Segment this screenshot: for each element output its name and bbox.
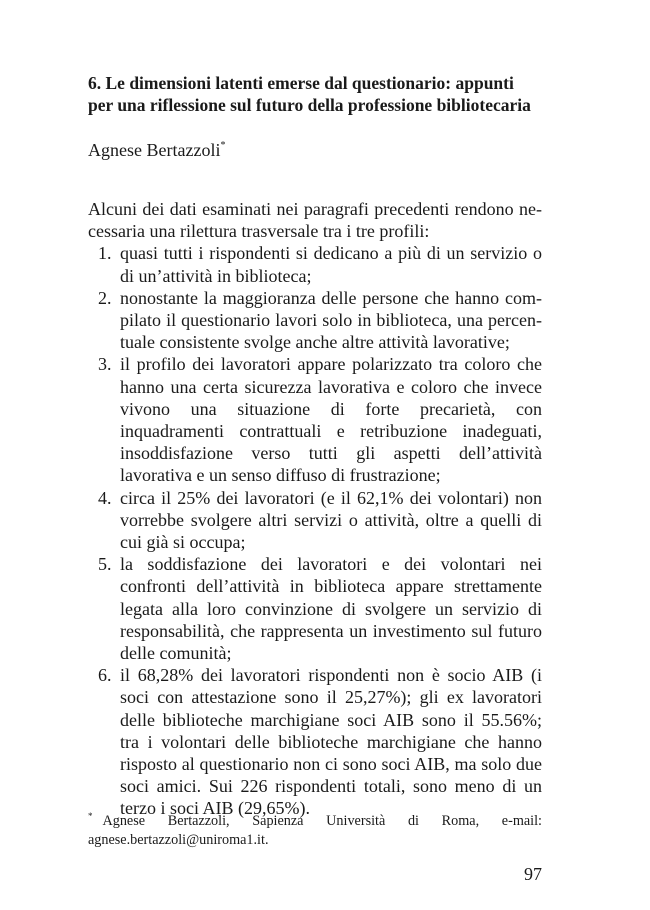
author-name: Agnese Bertazzoli: [88, 140, 221, 160]
list-item-text: nonostante la maggioranza delle persone che hanno compilato il questionario lavori solo in biblioteca, una percentuale consistente svolge anche altre attività lavorative;: [120, 287, 542, 353]
list-item: [88, 242, 542, 286]
author-footnote-marker: *: [220, 140, 226, 151]
list-item-number: 6.: [98, 665, 112, 686]
list-item: [88, 553, 542, 664]
list-item-number: 4.: [98, 487, 112, 508]
list-item-text: circa il 25% dei lavoratori (e il 62,1% dei volontari) non vorrebbe svolgere altri servizi o attività, oltre a quelli di cui già si occupa;: [120, 487, 542, 553]
page-number: 97: [524, 864, 542, 884]
list-item-number: 2.: [98, 287, 112, 308]
list-item: [88, 287, 542, 354]
list-item-text: quasi tutti i rispondenti si dedicano a più di un servizio o di un’attività in biblioteca;: [120, 243, 542, 286]
list-item: [88, 353, 542, 486]
footnote-email: agnese.bertazzoli@uniroma1.it.: [88, 832, 269, 848]
list-item-text: la soddisfazione dei lavoratori e dei volontari nei confronti dell’attività in biblioteca appare strettamente legata alla loro convinzione di svolgere un servizio di responsabilità, che rappresenta un investimento sul futuro delle comunità;: [120, 554, 542, 664]
footnote: [88, 812, 542, 850]
page-body: [88, 72, 542, 820]
author-line: [88, 139, 542, 161]
findings-list: [88, 242, 542, 819]
intro-paragraph: Alcuni dei dati esaminati nei paragrafi precedenti rendono necessaria una rilettura trasversale tra i tre profili:: [88, 199, 542, 242]
list-item-number: 3.: [98, 354, 112, 375]
list-item: [88, 487, 542, 554]
chapter-title: 6. Le dimensioni latenti emerse dal questionario: appunti per una riflessione sul futuro della professione bibliotecaria: [88, 73, 531, 115]
list-item-number: 1.: [98, 243, 112, 264]
footnote-marker: *: [88, 811, 93, 821]
list-item: [88, 664, 542, 819]
list-item-text: il profilo dei lavoratori appare polarizzato tra coloro che hanno una certa sicurezza lavorativa e coloro che invece vivono una situazione di forte precarietà, con inquadramenti contrattuali e retribuzione inadeguati, insoddisfazione verso tutti gli aspetti dell’attività lavorativa e un senso diffuso di frustrazione;: [120, 354, 542, 486]
footnote-line-1: Agnese Bertazzoli, Sapienza Università di Roma, e-mail:: [102, 813, 542, 829]
list-item-text: il 68,28% dei lavoratori rispondenti non è socio AIB (i soci con attestazione sono il 25,27%); gli ex lavoratori delle biblioteche marchigiane soci AIB sono il 55.56%; tra i volontari delle biblioteche marchigiane che hanno risposto al questionario non ci sono soci AIB, ma solo due soci amici. Sui 226 rispondenti totali, sono meno di un terzo i soci AIB (29,65%).: [120, 665, 542, 819]
list-item-number: 5.: [98, 554, 112, 575]
